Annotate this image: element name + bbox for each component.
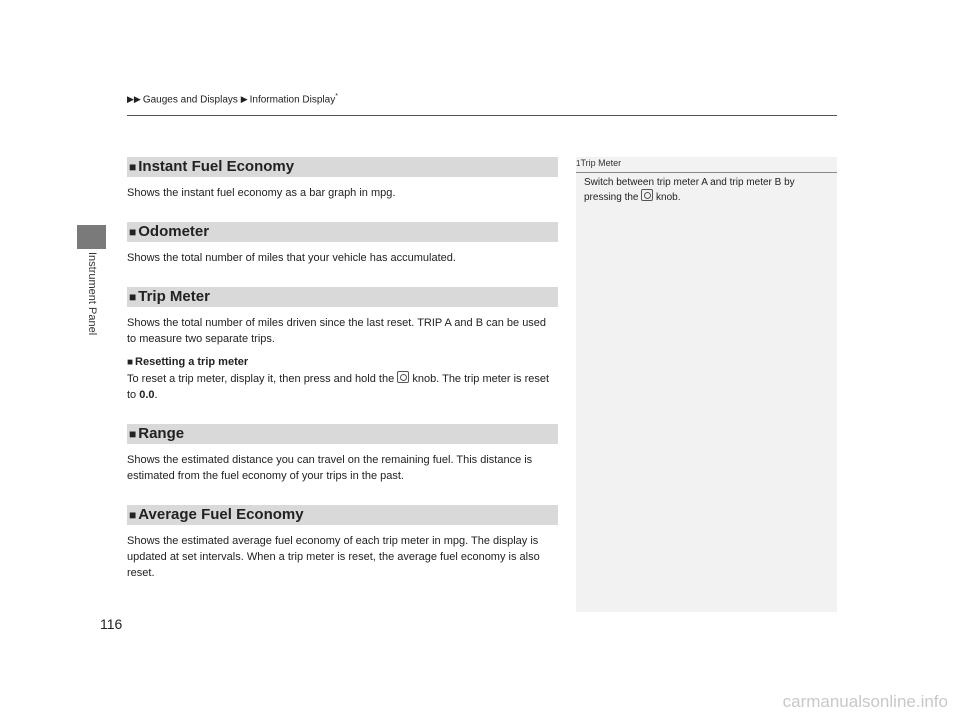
breadcrumb-arrow-icon: ▶ (240, 94, 248, 105)
breadcrumb-arrow-icon: ▶▶ (127, 94, 141, 105)
section-text-reset (127, 371, 558, 403)
section-square-icon: ■ (129, 160, 137, 174)
page-number: 116 (100, 616, 123, 632)
chapter-label: Instrument Panel (86, 252, 98, 336)
chapter-tab (77, 225, 106, 249)
section-text-odometer: Shows the total number of miles that your vehicle has accumulated. (127, 252, 456, 264)
note-number: 1 (576, 159, 581, 168)
section-heading-average-fuel (127, 505, 558, 525)
subsection-heading-reset (127, 354, 558, 371)
reset-end: . (154, 389, 158, 401)
note-title-text: Trip Meter (580, 158, 622, 168)
knob-icon (641, 189, 653, 201)
section-text-range: Shows the estimated distance you can travel on the remaining fuel. This distance is estimated from the fuel economy of your trips in the past. (127, 454, 533, 482)
note-text (584, 176, 824, 204)
section-text-instant-fuel: Shows the instant fuel economy as a bar graph in mpg. (127, 187, 396, 199)
section-title: Instant Fuel Economy (138, 158, 295, 175)
section-heading-range (127, 424, 558, 444)
section-heading-odometer (127, 222, 558, 242)
section-title: Range (138, 425, 185, 442)
header-rule (127, 115, 837, 116)
note-text-b: knob. (656, 192, 681, 203)
subsection-square-icon: ■ (127, 357, 134, 368)
subsection-title: Resetting a trip meter (135, 356, 249, 368)
section-square-icon: ■ (129, 290, 137, 304)
breadcrumb (127, 93, 338, 105)
knob-icon (397, 371, 409, 383)
note-rule (576, 172, 837, 173)
reset-text-b: knob. The trip meter is reset to (127, 373, 550, 401)
section-title: Trip Meter (138, 288, 210, 305)
reset-value: 0.0 (139, 389, 155, 401)
note-text-a: Switch between trip meter A and trip meter B by pressing the (584, 177, 795, 203)
note-sidebar (576, 157, 837, 612)
note-title (576, 158, 621, 168)
section-square-icon: ■ (129, 427, 137, 441)
main-content (127, 157, 558, 602)
breadcrumb-level1[interactable]: Gauges and Displays (142, 94, 238, 106)
breadcrumb-level2[interactable]: Information Display (249, 94, 336, 106)
section-text-average-fuel: Shows the estimated average fuel economy of each trip meter in mpg. The display is updated at set intervals. When a trip meter is reset, the average fuel economy is also reset. (127, 535, 540, 579)
section-square-icon: ■ (129, 225, 137, 239)
section-heading-instant-fuel (127, 157, 558, 177)
section-title: Average Fuel Economy (138, 506, 304, 523)
section-square-icon: ■ (129, 508, 137, 522)
watermark: carmanualsonline.info (782, 692, 948, 711)
section-title: Odometer (138, 223, 210, 240)
breadcrumb-mark: * (335, 93, 338, 100)
section-heading-trip-meter (127, 287, 558, 307)
section-text-trip-meter: Shows the total number of miles driven since the last reset. TRIP A and B can be used to measure two separate trips. (127, 317, 547, 345)
reset-text-a: To reset a trip meter, display it, then press and hold the (127, 373, 395, 385)
